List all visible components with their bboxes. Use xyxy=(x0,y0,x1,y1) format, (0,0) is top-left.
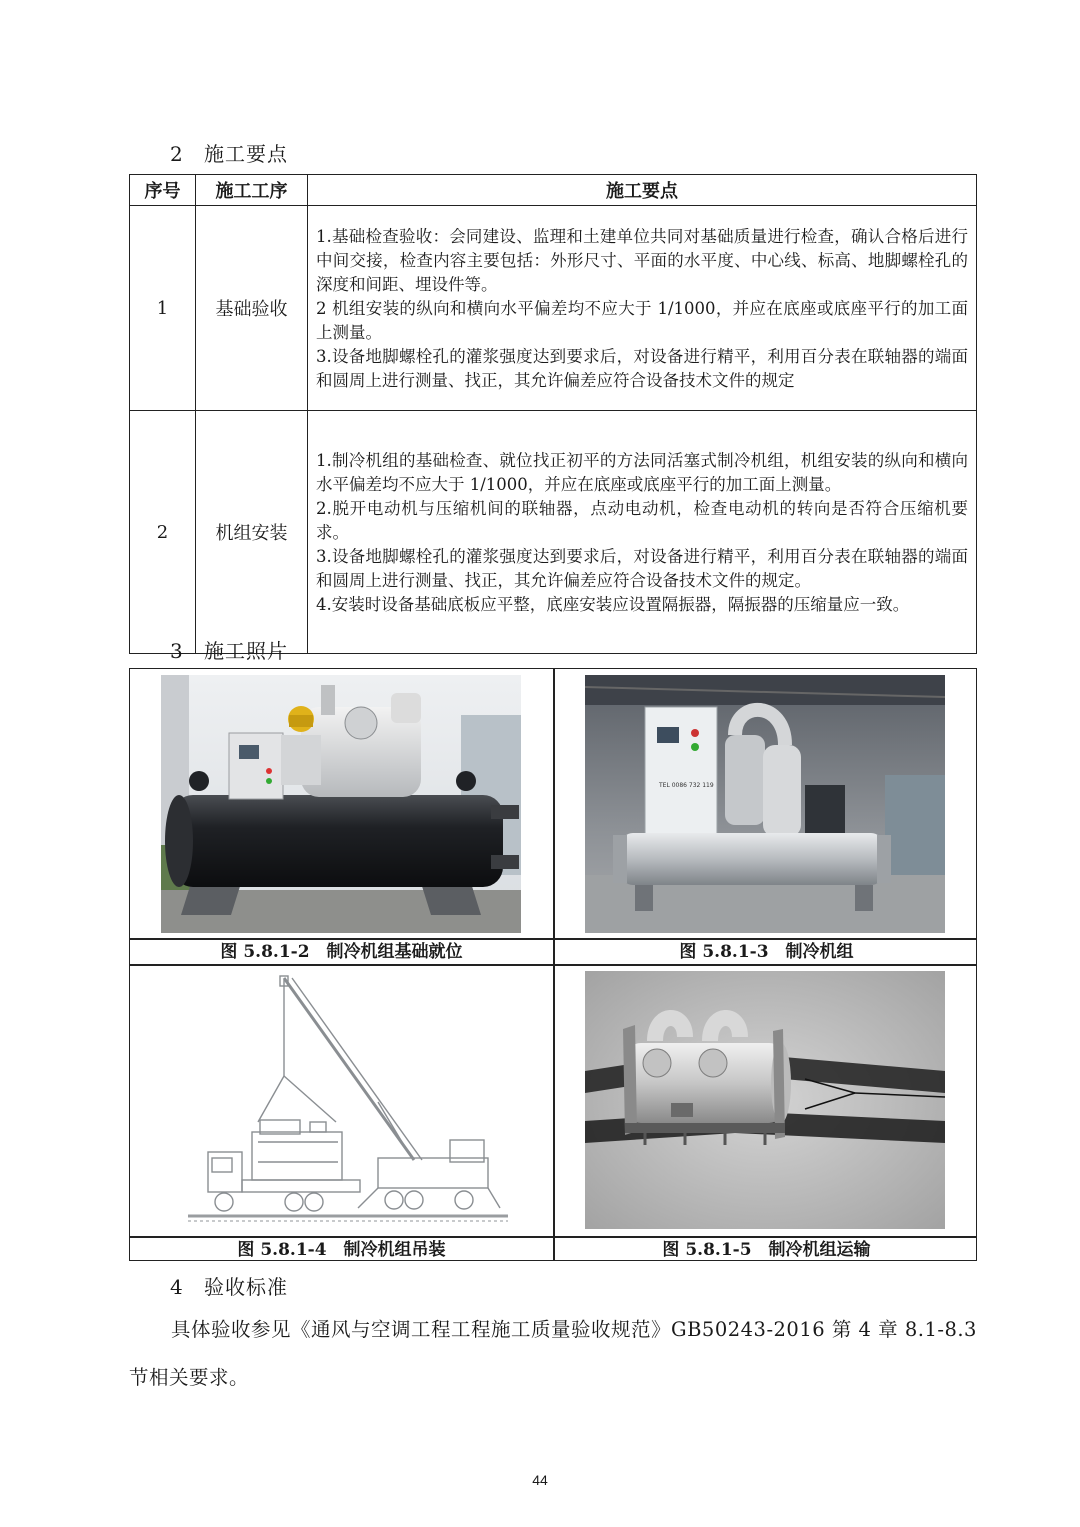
photo-caption: 图 5.8.1-5 制冷机组运输 xyxy=(662,1240,871,1260)
header-key-points: 施工要点 xyxy=(308,175,977,206)
header-index: 序号 xyxy=(130,175,196,206)
table-row xyxy=(130,411,977,654)
photo-grid xyxy=(129,668,977,1261)
key-point: 1.制冷机组的基础检查、就位找正初平的方法同活塞式制冷机组，机组安装的纵向和横向水平偏差均不应大于 1/1000，并应在底座或底座平行的加工面上测量。 xyxy=(316,450,968,494)
chiller-unit-photo xyxy=(585,675,945,933)
photo-caption: 图 5.8.1-4 制冷机组吊装 xyxy=(237,1240,446,1260)
nameplate-text: TEL 0086 732 119 xyxy=(659,782,714,789)
construction-steps-table xyxy=(129,174,977,654)
header-step: 施工工序 xyxy=(196,175,308,206)
key-point: 3.设备地脚螺栓孔的灌浆强度达到要求后，对设备进行精平，利用百分表在联轴器的端面和圆周上进行测量、找正，其允许偏差应符合设备技术文件的规定 xyxy=(316,346,968,390)
photo-caption: 图 5.8.1-2 制冷机组基础就位 xyxy=(220,942,463,962)
chiller-transport-render xyxy=(585,971,945,1229)
key-point: 2.脱开电动机与压缩机间的联轴器，点动电动机，检查电动机的转向是否符合压缩机要求。 xyxy=(316,498,968,542)
section-4-heading: 4 验收标准 xyxy=(170,1275,288,1299)
acceptance-paragraph: 具体验收参见《通风与空调工程工程施工质量验收规范》GB50243-2016 第 4 章 8.1-8.3 节相关要求。 xyxy=(129,1318,977,1389)
section-3-heading: 3 施工照片 xyxy=(170,639,288,663)
row-step: 基础验收 xyxy=(196,206,308,411)
chiller-lifting-drawing xyxy=(188,972,508,1224)
row-key-points xyxy=(308,206,977,411)
grid-divider xyxy=(130,964,976,966)
key-point: 4.安装时设备基础底板应平整，底座安装应设置隔振器，隔振器的压缩量应一致。 xyxy=(316,594,910,614)
row-index: 1 xyxy=(130,206,196,411)
key-point: 3.设备地脚螺栓孔的灌浆强度达到要求后，对设备进行精平，利用百分表在联轴器的端面和圆周上进行测量、找正，其允许偏差应符合设备技术文件的规定。 xyxy=(316,546,968,590)
photo-caption: 图 5.8.1-3 制冷机组 xyxy=(679,942,854,962)
section-2-heading: 2 施工要点 xyxy=(170,142,288,166)
row-key-points xyxy=(308,411,977,654)
page-number: 44 xyxy=(532,1472,548,1488)
key-point: 1.基础检查验收：会同建设、监理和土建单位共同对基础质量进行检查，确认合格后进行中间交接，检查内容主要包括：外形尺寸、平面的水平度、中心线、标高、地脚螺栓孔的深度和间距、埋设件等。 xyxy=(316,226,968,294)
key-point: 2 机组安装的纵向和横向水平偏差均不应大于 1/1000，并应在底座或底座平行的加工面上测量。 xyxy=(316,298,968,342)
chiller-foundation-photo xyxy=(161,675,521,933)
row-index: 2 xyxy=(130,411,196,654)
row-step: 机组安装 xyxy=(196,411,308,654)
table-header-row xyxy=(130,175,977,206)
table-row xyxy=(130,206,977,411)
